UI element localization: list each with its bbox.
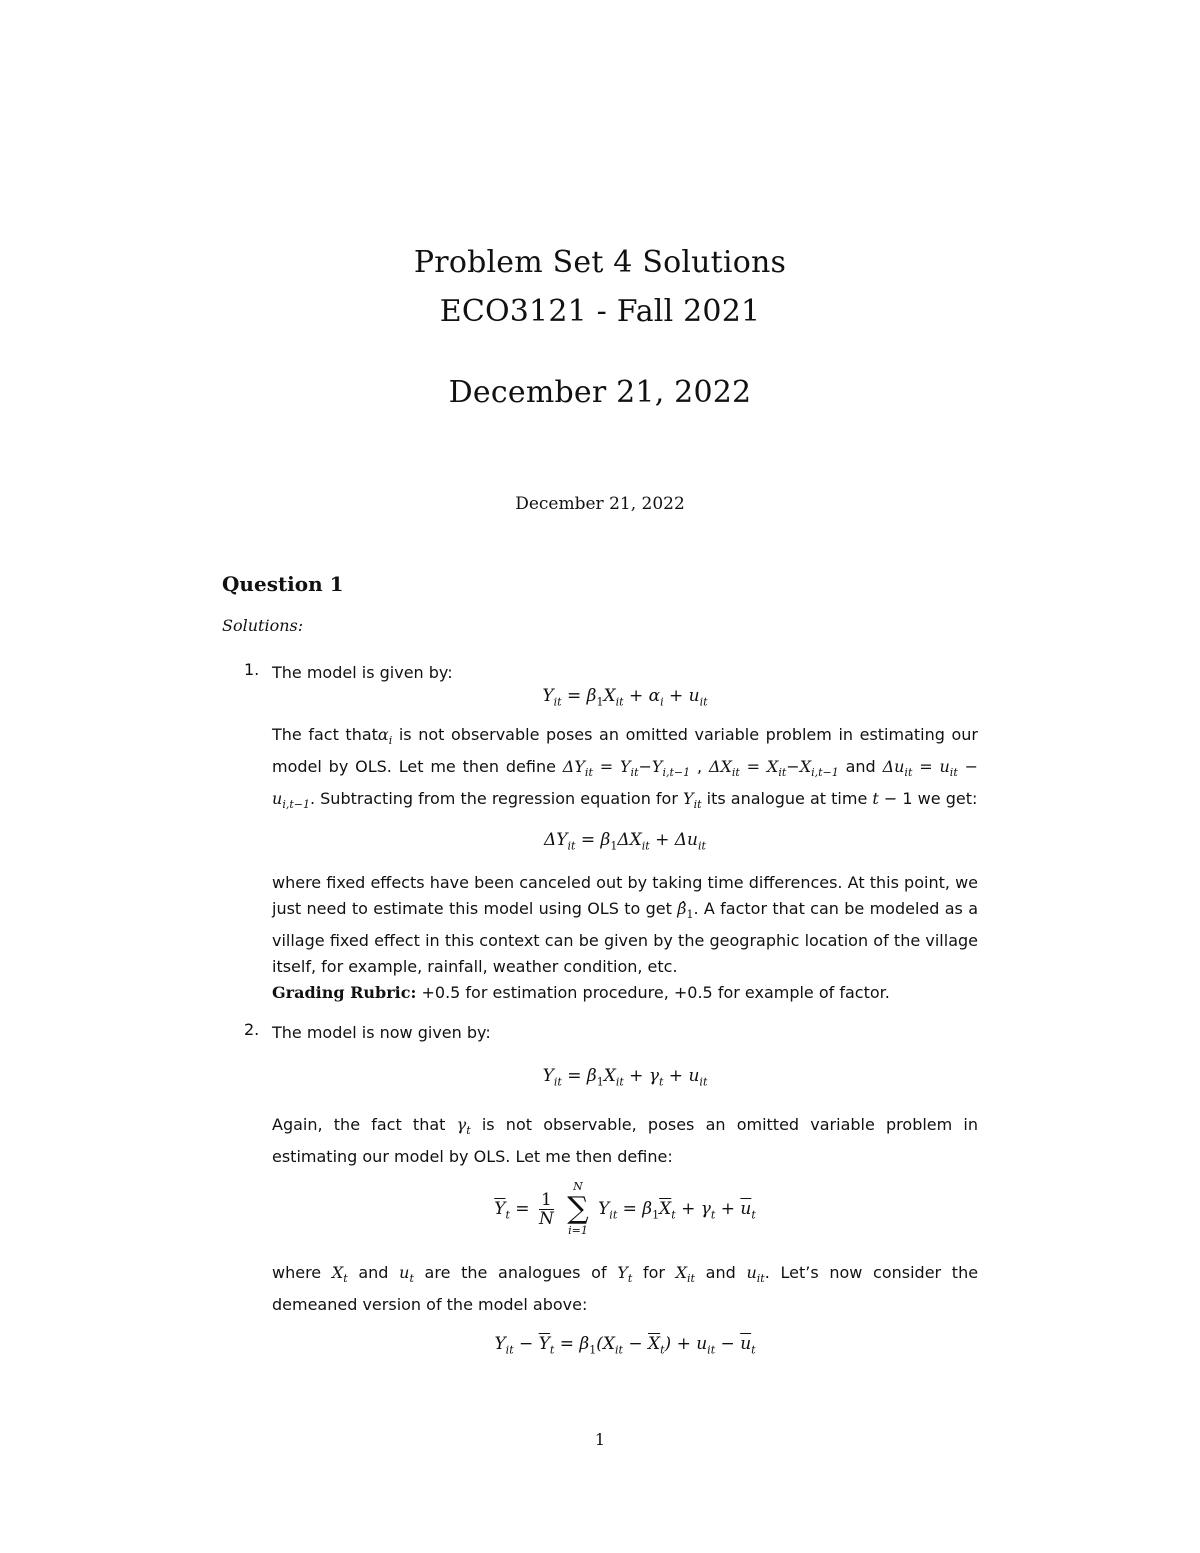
equation-3: $Y_{it} = \beta_1X_{it} + \gamma_t + u_{it}$ [542, 1066, 708, 1089]
item-1-paragraph-1: The fact thatα$_i$ is not observable poses an omitted variable problem in estimating our model by OLS. Let me then define $\Delta Y_{it} = Y_{it}-Y_{i,t-1}$ , $\Delta X_{it} = X_{it}-X_{i,t-1}$ and $\Delta u_{it} = u_{it} - u_{i,t-1}$. Subtracting from the regression equation for $Y_{it}$ its analogue at time t − 1 we get: [272, 725, 979, 812]
equation-2: $\Delta Y_{it} = \beta_1\Delta X_{it} + \Delta u_{it}$ [544, 830, 706, 853]
item-2-paragraph-2: where $X_t$ and $u_t$ are the analogues of $Y_t$ for $X_{it}$ and $u_{it}$. Let’s now consider the demeaned version of the model above: [272, 1263, 979, 1315]
item-1-number: 1. [244, 660, 260, 679]
equation-5: $Y_{it} - \overline{Y}_t = \beta_1(X_{it} - \overline{X}_t) + u_{it} - \overline{u}_t$ [494, 1334, 756, 1357]
date-large: December 21, 2022 [448, 375, 752, 410]
item-2-number: 2. [244, 1020, 260, 1039]
item-1-paragraph-2: where fixed effects have been canceled out by taking time differences. At this point, we just need to estimate this model using OLS to get $\betâ_1$. A factor that can be modeled as a village fixed effect in this context can be given by the geographic location of the village itself, for example, rainfall, weather condition, etc. Grading Rubric: +0.5 for estimation procedure, +0.5 for example of factor. [272, 873, 979, 1003]
page-number: 1 [594, 1430, 606, 1449]
item-2-paragraph-1: Again, the fact that $\gamma_t$ is not observable, poses an omitted variable problem in estimating our model by OLS. Let me then define: [272, 1115, 979, 1167]
equation-1: $Y_{it} = \beta_1X_{it} + \alpha_i + u_{it}$ [542, 686, 708, 709]
item-2-intro: The model is now given by: [272, 1023, 491, 1042]
question-heading: Question 1 [222, 572, 344, 596]
date-small: December 21, 2022 [515, 494, 685, 514]
solutions-label: Solutions: [222, 616, 304, 635]
item-1-intro: The model is given by: [272, 663, 453, 682]
equation-4: $\overline{Y}_t$ = $\frac{1}{N}$ N ∑ i=1 $Y_{it} = \beta_1\overline{X}_t + \gamma_t + \overline{u}_t$ [494, 1180, 756, 1237]
course-name: ECO3121 - Fall 2021 [439, 294, 761, 329]
document-title: Problem Set 4 Solutions [413, 245, 787, 280]
